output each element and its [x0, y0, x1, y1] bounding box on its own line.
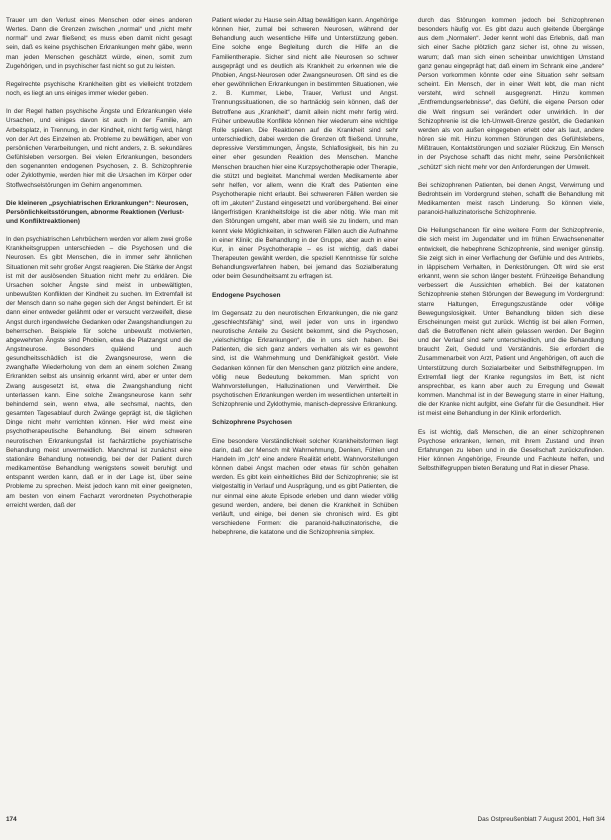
paragraph: Es ist wichtig, daß Menschen, die an einer schizophrenen Psychose erkranken, lernen, mit ihrem Zustand und ihren Erfahrungen zu leben und in die Gesellschaft zurückzufinden. Hier können Angehörige, Freunde und Fachleute helfen, und Selbsthilfegruppen bieten Beratung und Rat in dieser Phase.: [418, 428, 604, 473]
paragraph: Trauer um den Verlust eines Menschen oder eines anderen Wertes. Dann die Grenzen zwischen „normal“ und „nicht mehr normal“ und zwar fließend; es muss eben damit nicht gesagt sein, daß es keine psychischen Erkrankungen mehr gäbe, wenn man jeden Menschen geschätzt würde, einen, somit zum Zugehörigen, und in psychischer fast nicht so gut zu leisten.: [6, 17, 192, 70]
paragraph: In den psychiatrischen Lehrbüchern werden vor allem zwei große Krankheitsgruppen unterschieden – die Psychosen und die Neurosen. Es gibt Menschen, die in immer sehr ähnlichen Situationen mit sehr großer Angst reagieren. Die Stärke der Angst ist mit der auslösenden Situation nicht mehr zu erklären. Die Ursachen solcher Ängste sind meist in unbewältigten, unbewußten Konflikten der Kindheit zu suchen. Im Extremfall ist der Mensch dann so nahe gegen sich der Angst behindert. Er ist dann einer entweder gelähmt oder er versucht verzweifelt, diese Angst durch irgendwelche Gedanken oder Zwangshandlungen zu beherrschen. Beispiele für solche unbewußt motivierten, abgewehrten Ängste sind Phobien, etwa die Platzangst und die Angstneurose. Besonders quälend und auch gesundheitsschädlich ist die Zwangsneurose, wenn die zwanghafte Wiederholung von dem an einem solchen Zwang Erkrankten selbst als unsinnig erkannt wird, aber er unter dem Zwang ausgesetzt ist, etwa die Zwangshandlung nicht unterlassen kann. Eine solche Zwangsneurose kann sehr behindernd sein, wenn etwa, alle sechsmal, nachts, den gesamten Tagesablauf durch Zwänge geprägt ist, die täglichen Dinge nicht mehr verrichten können. Hier wird meist eine psychotherapeutische Behandlung. Bei einem schweren neurotischen Erkrankungsfall ist fachärztliche psychiatrische Behandlung meist unvermeidlich. Manchmal ist zunächst eine stationäre Behandlung notwendig, bei der der Patient durch medikamentöse Behandlung wenigstens soweit beruhigt und entspannt werden kann, daß er in der Lage ist, über seine Probleme zu sprechen. Meist jedoch kann mit einer geeigneten, am besten von einem Facharzt verordneten Psychotherapie erreicht werden, daß der: [6, 236, 192, 509]
paragraph: Regelrechte psychische Krankheiten gibt es vielleicht trotzdem noch, es liegt an uns einiges immer wieder geben.: [6, 80, 192, 98]
paragraph: durch das Störungen kommen jedoch bei Schizophrenen besonders häufig vor. Es gibt dazu auch gleitende Übergänge aus dem „Normalen“. Jeder kennt wohl das Erlebnis, daß man sich einer Sache plötzlich ganz sicher ist, ohne zu wissen, warum; daß man sich einen scheinbar unwichtigen Umstand ganz genau eingeprägt hat; daß einem im Schrank eine „andere“ Person vorkommen könnte oder eine Situation sehr seltsam scheint. Ein Mensch, der in einer Welt lebt, die man nicht versteht, wird schnell ausgegrenzt. Hinzu kommen „Entfremdungserlebnisse“, das Gefühl, die eigene Person oder die Welt ringsum sei verändert oder unwirklich. In der Schizophrenie ist die Ich-Umwelt-Grenze gestört, die Gedanken werden als von außen eingegeben erlebt oder als laut, andere hören sie mit. Hinzu kommen Störungen des Gefühlslebens, Mißtrauen, Kontaktstörungen und sozialer Rückzug. Ein Mensch in der Psychose schafft das nicht mehr, seine Persönlichkeit „schützt“ sich nicht mehr vor den Anforderungen der Umwelt.: [418, 17, 604, 171]
section-heading: Endogene Psychosen: [212, 291, 281, 299]
paragraph: Im Gegensatz zu den neurotischen Erkrankungen, die nie ganz „geschlechtsfähig“ sind, weil jeder von uns in irgendwo neurotische Anteile zu Gesicht bekommt, sind die Psychosen, „vielschichtige Erkrankungen“, die in uns sich haben. Bei Patienten, die sich ganz anders verhalten als wir es gewohnt sind, ist die Wahrnehmung und Denkfähigkeit gestört. Viele Gedanken können für den Menschen ganz plötzlich eine andere, völlig neue Bedeutung bekommen. Man spricht von Wahnvorstellungen, Halluzinationen und Verwirrtheit. Die psychotischen Erkrankungen werden im wesentlichen unterteilt in Schizophrenie und Zyklothymie, manisch-depressive Erkrankung.: [212, 309, 398, 409]
text-column-2: [212, 16, 398, 546]
page-footer: [6, 816, 605, 828]
page-number: 174: [6, 816, 17, 823]
paragraph: Eine besondere Verständlichkeit solcher Krankheitsformen liegt darin, daß der Mensch mit Wahrnehmung, Denken, Fühlen und Handeln im „Ich“ eine andere Realität erlebt. Wahnvorstellungen können dabei Angst machen oder etwas für schön gehalten werden. Es gibt kein einheitliches Bild der Schizophrenie; sie ist vielgestaltig in Verlauf und Ausprägung, und es gibt Patienten, die nur einmal eine akute Episode erleben und dann wieder völlig gesund werden, andere, bei denen die Krankheit in Schüben verläuft, und einige, bei denen sie chronisch wird. Es gibt verschiedene Formen: die paranoid-halluzinatorische, die hebephrene, die katatone und die Schizophrenia simplex.: [212, 437, 398, 537]
text-column-1: [6, 16, 192, 519]
section-heading: Die kleineren „psychiatrischen Erkrankungen“: Neurosen, Persönlichkeitsstörungen, abnorme Reaktionen (Verlust- und Konfliktreaktionen): [6, 199, 189, 225]
paragraph: Bei schizophrenen Patienten, bei denen Angst, Verwirrung und Bedrohtsein im Vordergrund stehen, schafft die Behandlung mit Medikamenten meist rasch Linderung. So können viele, paranoid-halluzinatorische Schizophrenie.: [418, 181, 604, 217]
paragraph: Die Heilungschancen für eine weitere Form der Schizophrenie, die sich meist im Jugendalter und im frühen Erwachsenenalter entwickelt, die hebephrene Schizophrenie, sind weniger günstig. Sie zeigt sich in einer Verflachung der Gefühle und des Antriebs, in läppischem Verhalten, in Denkstörungen. Oft wird sie erst erkannt, wenn sie schon länger besteht. Frühzeitige Behandlung verbessert die Aussichten erheblich. Bei der katatonen Schizophrenie stehen Störungen der Bewegung im Vordergrund: starre Haltungen, Erregungszustände oder völlige Bewegungslosigkeit. Unter Behandlung bilden sich diese Erscheinungen meist gut zurück. Wichtig ist bei allen Formen, daß die Betroffenen nicht allein gelassen werden. Der Beginn und der Verlauf sind sehr unterschiedlich, und die Behandlung braucht Zeit, Geduld und Verständnis. Sie erfordert die Zusammenarbeit von Arzt, Patient und Angehörigen, oft auch die Unterstützung durch Sozialarbeiter und Selbsthilfegruppen. Im Extremfall liegt der Kranke regungslos im Bett, ist nicht ansprechbar, es kann aber auch zu Erregung und Gewalt kommen. Manchmal ist in der Bewegung starre in einer Haltung, die der Kranke nicht aufgibt, eine Gefahr für die Gesundheit. Hier ist meist eine Behandlung in der Klinik erforderlich.: [418, 227, 604, 418]
paragraph: Patient wieder zu Hause sein Alltag bewältigen kann. Angehörige können hier, zumal bei schweren Neurosen, während der Behandlung auch wesentliche Hilfe und Unterstützung geben. Eine solche enge Begleitung durch die Hilfe an die Familientherapie. Sicher sind nicht alle Neurosen so schwer ausgeprägt und es deutlich als Krankheit zu erkennen wie die Phobien, Angst-Neurosen oder Zwangsneurosen. Oft sind es die eher gewöhnlichen Erkrankungen in bestimmten Situationen, wie z. B. Kummer, Liebe, Trauer, Verlust und Angst. Trennungssituationen, die so hartnäckig sein können, daß der Betroffene aus „Krankheit“, damit allein nicht mehr fertig wird. Früher unbewußte Konflikte können hier wiederum eine wichtige Rolle spielen. Die Reaktionen auf die Krankheit sind sehr unterschiedlich, dabei werden die Grenzen oft fließend. Unruhe, depressive Verstimmungen, Ängste, Schlaflosigkeit, bis hin zu einer eher gesunden Reaktion des Menschen. Manche Menschen brauchen hier eine Kurzpsychotherapie oder Therapie, die stützt und begleitet. Manchmal werden Medikamente aber sehr helfen, vor allem, wenn die Kraft des Patienten eine Psychotherapie nicht erlaubt. Bei schwereren Fällen werden sie oft im „akuten“ Zustand eingesetzt und vorübergehend. Bei einer längerfristigen Krankheitsfolge ist die aber nötig. Wie man mit den Störungen umgeht, aber man weiß sie zu lindern, und man kennt viele Möglichkeiten, in schweren Fällen auch die Aufnahme in einer Klinik; die Behandlung in der Gruppe, aber auch in einer Kur, in einer Psychotherapie – es ist wichtig, daß dabei Therapeuten gewählt werden, die speziell Kenntnisse für solche Behandlungsverfahren haben, bei jemand das Sozialberatung oder beim Gesundheitsamt zu erfragen ist.: [212, 17, 398, 281]
paragraph: In der Regel hatten psychische Ängste und Erkrankungen viele Ursachen, und einiges davon ist auch in der Familie, am Arbeitsplatz, in Trennung, in der Kindheit, nicht fertig wird, hängt von der Art des Einzelnen ab. Probleme zu bewältigen, aber von persönlichen Verarbeitungen, und nicht anders, z. B. sekundäres Gefühlsleben versorgen. Bei vielen Erkrankungen, besonders den sogenannten endogenen Psychosen, z. B. Schizophrenie oder Zyklothymie, werden hier mit die Ursachen im Körper oder Stoffwechselstörungen im Gehirn angenommen.: [6, 108, 192, 189]
section-heading: Schizophrene Psychosen: [212, 419, 292, 427]
journal-reference: Das Ostpreußenblatt 7 August 2001, Heft 3/4: [477, 816, 605, 823]
text-column-3: [418, 16, 604, 482]
